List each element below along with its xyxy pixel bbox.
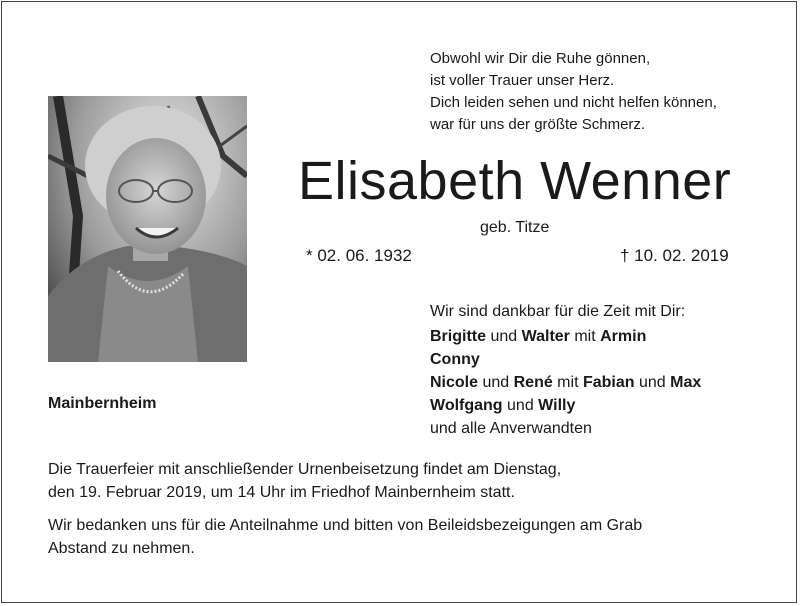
verse-line: ist voller Trauer unser Herz. [430,72,615,89]
verse-line: Obwohl wir Dir die Ruhe gönnen, [430,50,651,67]
gratitude-line: Wir sind dankbar für die Zeit mit Dir: [430,303,686,320]
mourner-name: René [513,374,553,391]
condolence-request [48,514,642,560]
verse-line: war für uns der größte Schmerz. [430,116,646,133]
connector-text: mit [569,328,601,345]
deceased-name: Elisabeth Wenner [298,151,732,211]
place-of-residence: Mainbernheim [48,395,157,412]
mourner-name: Brigitte [430,328,486,345]
mourner-name: Willy [538,397,576,414]
death-date: † 10. 02. 2019 [620,246,729,265]
verse-line: Dich leiden sehen und nicht helfen können, [430,94,717,111]
ceremony-line: den 19. Februar 2019, um 14 Uhr im Friedhof Mainbernheim statt. [48,484,515,501]
mourner-name: Walter [521,328,570,345]
request-line: Wir bedanken uns für die Anteilnahme und bitten von Beileidsbezeigungen am Grab [48,517,643,534]
mourner-line: und alle Anverwandten [430,420,592,437]
connector-text: mit [552,374,583,391]
mourner-name: Fabian [582,374,635,391]
mourner-line [430,348,701,371]
connector-text: und [502,397,539,414]
mourner-name: Max [670,374,702,391]
mourner-name: Nicole [430,374,479,391]
request-line: Abstand zu nehmen. [48,540,195,557]
connector-text: und [486,328,522,345]
mourner-name: Wolfgang [430,397,503,414]
connector-text: und [478,374,514,391]
portrait-photo [48,96,247,362]
funeral-ceremony-info [48,458,561,504]
mourner-name: Conny [430,351,480,368]
memorial-verse [430,48,717,136]
mourner-name: Armin [600,328,647,345]
mourner-line [430,371,701,394]
ceremony-line: Die Trauerfeier mit anschließender Urnenbeisetzung findet am Dienstag, [48,461,562,478]
mourner-line [430,325,701,348]
mourners-list [430,325,701,440]
birth-date: * 02. 06. 1932 [306,246,412,265]
connector-text: und [634,374,671,391]
maiden-name: geb. Titze [480,219,550,236]
mourner-line [430,394,701,417]
